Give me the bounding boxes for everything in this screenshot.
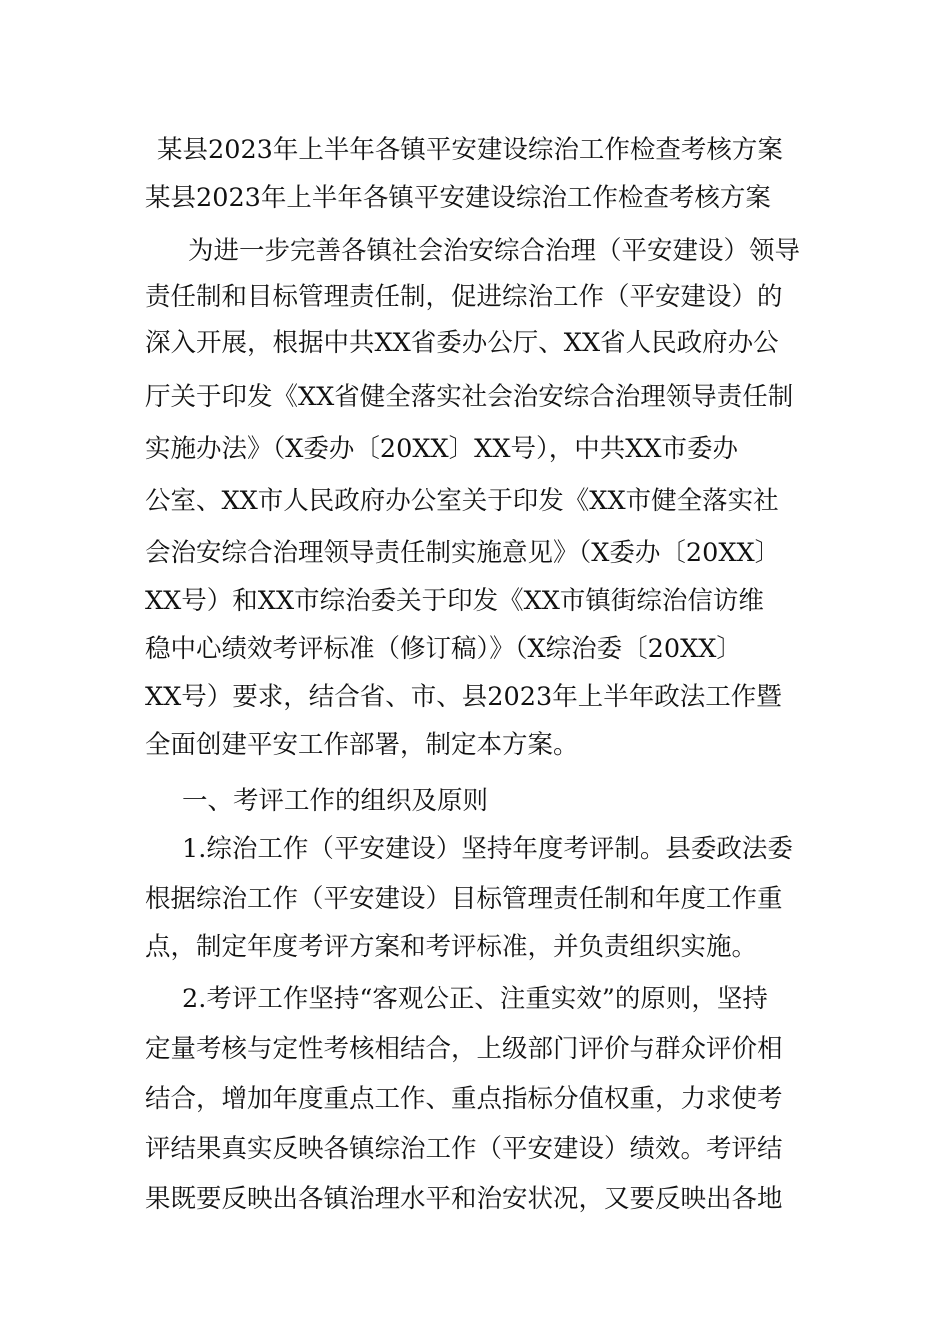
document-subtitle: 某县2023年上半年各镇平安建设综治工作检查考核方案 (145, 183, 771, 213)
paragraph-line: 评结果真实反映各镇综治工作（平安建设）绩效。考评结 (145, 1134, 783, 1164)
paragraph-line: 全面创建平安工作部署，制定本方案。 (145, 730, 579, 760)
paragraph-line: 定量考核与定性考核相结合，上级部门评价与群众评价相 (145, 1034, 783, 1064)
paragraph-line: 2.考评工作坚持“客观公正、注重实效”的原则，坚持 (182, 984, 768, 1014)
paragraph-line: 实施办法》（X委办〔20XX〕XX号），中共XX市委办 (145, 434, 739, 464)
paragraph-line: 果既要反映出各镇治理水平和治安状况，又要反映出各地 (145, 1184, 783, 1214)
paragraph-line: 责任制和目标管理责任制，促进综治工作（平安建设）的 (145, 282, 783, 312)
paragraph-line: XX号）和XX市综治委关于印发《XX市镇街综治信访维 (145, 586, 764, 616)
paragraph-line: 根据综治工作（平安建设）目标管理责任制和年度工作重 (145, 884, 783, 914)
paragraph-line: 稳中心绩效考评标准（修订稿）》（X综治委〔20XX〕 (145, 634, 742, 664)
paragraph-line: 为进一步完善各镇社会治安综合治理（平安建设）领导 (188, 236, 801, 266)
paragraph-line: 点，制定年度考评方案和考评标准，并负责组织实施。 (145, 932, 758, 962)
paragraph-line: 厅关于印发《XX省健全落实社会治安综合治理领导责任制 (145, 382, 794, 412)
section-heading: 一、考评工作的组织及原则 (182, 786, 489, 816)
document-title: 某县2023年上半年各镇平安建设综治工作检查考核方案 (157, 135, 783, 165)
paragraph-line: 1.综治工作（平安建设）坚持年度考评制。县委政法委 (182, 834, 793, 864)
paragraph-line: 会治安综合治理领导责任制实施意见》（X委办〔20XX〕 (145, 538, 781, 568)
paragraph-line: 结合，增加年度重点工作、重点指标分值权重，力求使考 (145, 1084, 783, 1114)
paragraph-line: XX号）要求，结合省、市、县2023年上半年政法工作暨 (145, 682, 782, 712)
paragraph-line: 公室、XX市人民政府办公室关于印发《XX市健全落实社 (145, 486, 779, 516)
paragraph-line: 深入开展，根据中共XX省委办公厅、XX省人民政府办公 (145, 328, 779, 358)
